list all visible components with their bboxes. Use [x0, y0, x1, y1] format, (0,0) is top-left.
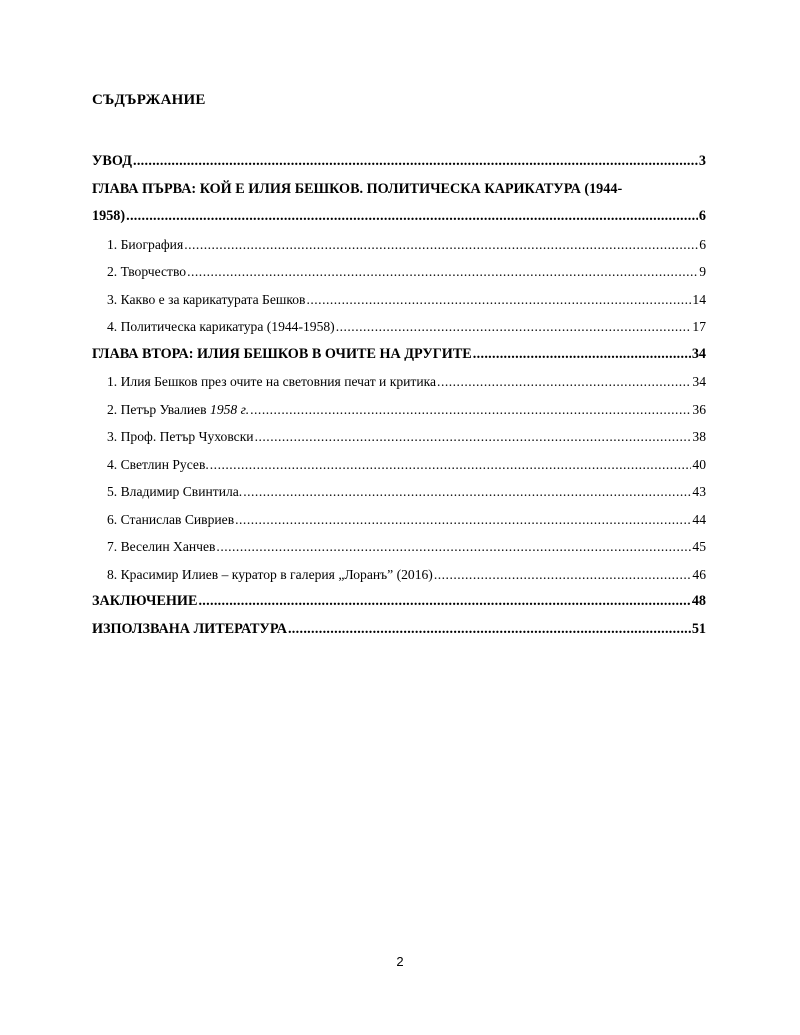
- toc-entry-label-italic: 1958 г.: [210, 401, 250, 417]
- toc-entry-page: 51: [691, 620, 706, 637]
- toc-entry-intro[interactable]: [92, 148, 706, 176]
- table-of-contents: [92, 148, 706, 643]
- page-number: 2: [396, 954, 404, 969]
- dot-leader: [473, 341, 691, 369]
- toc-entry-label: 3. Какво е за карикатурата Бешков: [107, 291, 306, 307]
- dot-leader: [306, 286, 691, 314]
- toc-entry-label-main: 2. Петър Увалиев: [107, 401, 211, 417]
- toc-entry-label: 8. Красимир Илиев – куратор в галерия „Лоранъ” (2016): [107, 566, 433, 582]
- toc-entry-page: 46: [692, 566, 706, 582]
- toc-entry-page: 3: [698, 153, 706, 169]
- toc-entry-page: 9: [699, 264, 706, 279]
- toc-entry-page: 36: [692, 401, 706, 417]
- toc-entry-svintila[interactable]: [92, 478, 706, 506]
- page-title: СЪДЪРЖАНИЕ: [92, 92, 206, 108]
- toc-entry-label: 1. Биография: [107, 236, 184, 252]
- toc-entry-label: ГЛАВА ПЪРВА: КОЙ Е ИЛИЯ БЕШКОВ. ПОЛИТИЧЕСКА КАРИКАТУРА (1944-: [92, 180, 623, 197]
- toc-entry-iliev[interactable]: [92, 561, 706, 589]
- dot-leader: [434, 561, 692, 589]
- dot-leader: [255, 423, 692, 451]
- toc-entry-page: 38: [692, 429, 706, 444]
- toc-entry-label: УВОД: [92, 153, 132, 169]
- toc-entry-page: 45: [692, 539, 706, 554]
- toc-entry-chapter-1[interactable]: [92, 176, 706, 231]
- toc-entry-references[interactable]: [92, 616, 706, 644]
- toc-entry-page: 43: [692, 484, 706, 499]
- dot-leader: [250, 396, 691, 424]
- toc-entry-label: 4. Светлин Русев.: [107, 456, 209, 472]
- toc-entry-world-press[interactable]: [92, 368, 706, 396]
- dot-leader: [288, 616, 691, 644]
- toc-entry-chuhovski[interactable]: [92, 423, 706, 451]
- toc-entry-label: 7. Веселин Ханчев: [107, 539, 216, 554]
- toc-entry-label: 6. Станислав Сивриев: [107, 511, 235, 527]
- toc-entry-hanchev[interactable]: [92, 533, 706, 561]
- dot-leader: [133, 148, 698, 176]
- toc-entry-page: 34: [692, 374, 706, 389]
- dot-leader: [235, 506, 691, 534]
- toc-entry-caricature-meaning[interactable]: [92, 286, 706, 314]
- toc-entry-label: ГЛАВА ВТОРА: ИЛИЯ БЕШКОВ В ОЧИТЕ НА ДРУГИТЕ: [92, 345, 472, 362]
- toc-entry-page: 40: [692, 456, 706, 472]
- dot-leader: [243, 478, 691, 506]
- toc-entry-page: 6: [698, 208, 706, 224]
- toc-entry-creativity[interactable]: [92, 258, 706, 286]
- toc-entry-label: 4. Политическа карикатура (1944-1958): [107, 319, 335, 334]
- toc-entry-conclusion[interactable]: [92, 588, 706, 616]
- dot-leader: [210, 451, 692, 479]
- toc-entry-label-continued: 1958): [92, 208, 126, 224]
- toc-entry-label: ИЗПОЛЗВАНА ЛИТЕРАТУРА: [92, 620, 287, 637]
- toc-entry-chapter-2[interactable]: [92, 341, 706, 369]
- dot-leader: [216, 533, 691, 561]
- toc-entry-rusev[interactable]: [92, 451, 706, 479]
- toc-entry-page: 44: [692, 511, 706, 527]
- toc-entry-page: 17: [692, 319, 706, 334]
- toc-entry-label: [107, 396, 249, 424]
- toc-entry-uvaliev[interactable]: [92, 396, 706, 424]
- toc-entry-label: 1. Илия Бешков през очите на световния печат и критика: [107, 374, 437, 389]
- toc-entry-page: 6: [699, 236, 706, 252]
- dot-leader: [437, 368, 691, 396]
- dot-leader: [187, 258, 698, 286]
- toc-entry-biography[interactable]: [92, 231, 706, 259]
- toc-entry-sivriev[interactable]: [92, 506, 706, 534]
- toc-entry-page: 48: [691, 593, 706, 609]
- toc-entry-label: ЗАКЛЮЧЕНИЕ: [92, 593, 198, 609]
- dot-leader: [198, 588, 690, 616]
- toc-entry-political-caricature[interactable]: [92, 313, 706, 341]
- toc-entry-label: 2. Творчество: [107, 264, 187, 279]
- dot-leader: [336, 313, 692, 341]
- dot-leader: [184, 231, 698, 259]
- toc-entry-label: 3. Проф. Петър Чуховски: [107, 429, 254, 444]
- toc-entry-page: 34: [691, 345, 706, 362]
- toc-entry-page: 14: [692, 291, 706, 307]
- toc-entry-label: 5. Владимир Свинтила.: [107, 484, 243, 499]
- dot-leader: [126, 203, 698, 231]
